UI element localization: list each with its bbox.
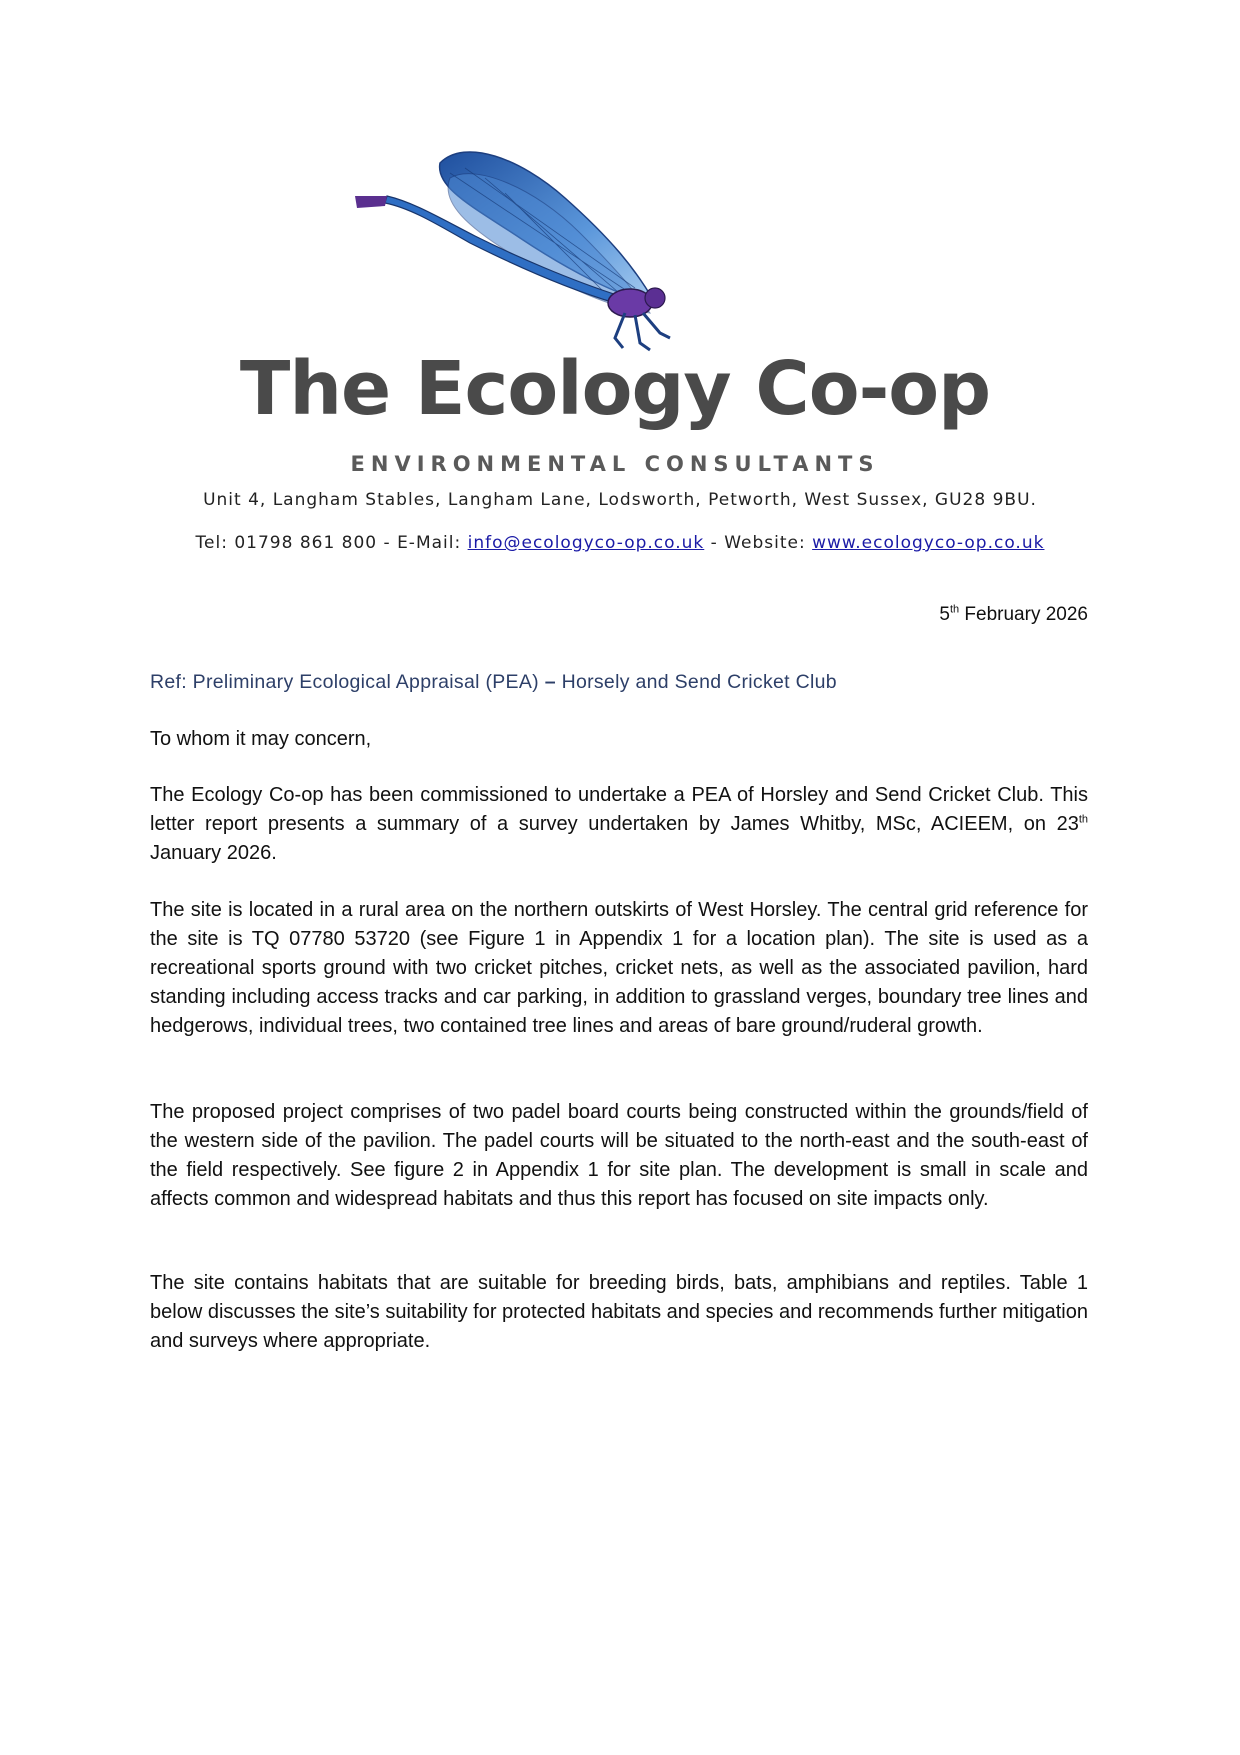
- company-address: Unit 4, Langham Stables, Langham Lane, Lodsworth, Petworth, West Sussex, GU28 9BU.: [203, 490, 1037, 510]
- date-rest: February 2026: [964, 604, 1088, 625]
- paragraph-site-location: The site is located in a rural area on the northern outskirts of West Horsley. The central grid reference for the site is TQ 07780 53720 (see Figure 1 in Appendix 1 for a location plan). The site is used as a recreational sports ground with two cricket pitches, cricket nets, as well as the associated pavilion, hard standing including access tracks and car parking, in addition to grassland verges, boundary tree lines and hedgerows, individual trees, two contained tree lines and areas of bare ground/ruderal growth.: [150, 899, 1088, 1037]
- tel-label: Tel: 01798 861 800 - E-Mail:: [195, 533, 462, 553]
- ref-dash: –: [544, 671, 556, 693]
- logo-subtitle: ENVIRONMENTAL CONSULTANTS: [350, 452, 880, 476]
- paragraph-habitats: The site contains habitats that are suitable for breeding birds, bats, amphibians and reptiles. Table 1 below discusses the site’s suitability for protected habitats and species and recommends further mitigation and surveys where appropriate.: [150, 1272, 1088, 1352]
- paragraph-proposed-project: The proposed project comprises of two padel board courts being constructed within the grounds/field of the western side of the pavilion. The padel courts will be situated to the north-east and the south-east of the field respectively. See figure 2 in Appendix 1 for site plan. The development is small in scale and affects common and widespread habitats and thus this report has focused on site impacts only.: [150, 1101, 1088, 1210]
- reference-line: [150, 671, 837, 694]
- logo-title: The Ecology Co-op: [239, 346, 991, 432]
- paragraph-commission: [150, 781, 1088, 868]
- website-label: - Website:: [710, 533, 806, 553]
- letter-date: [939, 604, 1088, 626]
- ref-end: Horsely and Send Cricket Club: [561, 671, 837, 693]
- p1-text-b: January 2026.: [150, 842, 277, 864]
- p1-sup: th: [1078, 813, 1088, 826]
- date-suffix: th: [949, 603, 960, 616]
- email-link[interactable]: info@ecologyco-op.co.uk: [467, 533, 705, 553]
- p1-text-a: The Ecology Co-op has been commissioned to undertake a PEA of Horsley and Send Cricket Club. This letter report presents a summary of a survey undertaken by James Whitby, MSc, ACIEEM, on 23: [150, 784, 1088, 835]
- website-link[interactable]: www.ecologyco-op.co.uk: [812, 533, 1045, 553]
- ref-start: Ref: Preliminary Ecological Appraisal (PEA): [150, 671, 539, 693]
- company-logo: [235, 138, 995, 478]
- contact-line: [0, 533, 1240, 553]
- greeting: To whom it may concern,: [150, 728, 372, 750]
- date-day: 5: [939, 604, 950, 625]
